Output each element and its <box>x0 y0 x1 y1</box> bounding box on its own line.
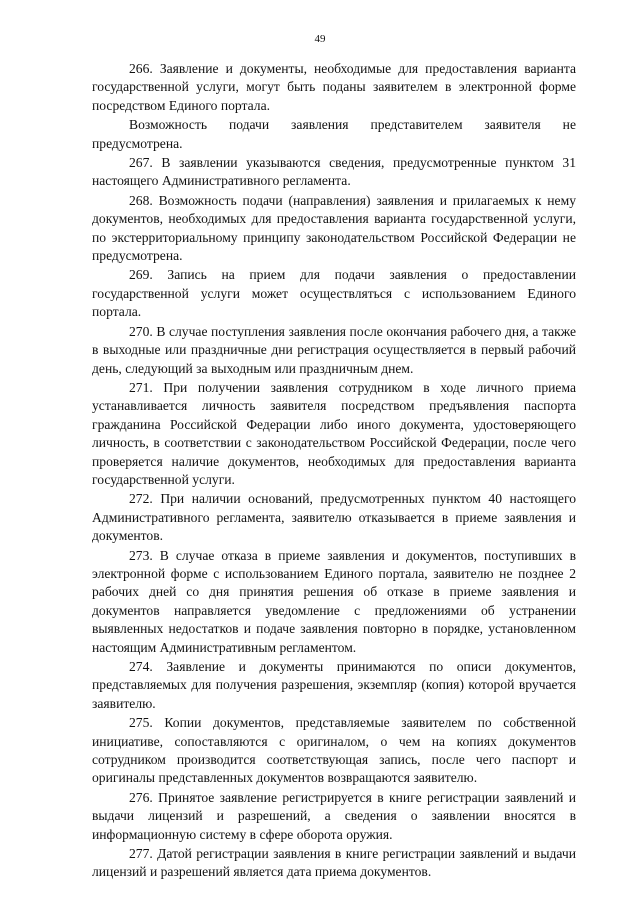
paragraph-272: 272. При наличии оснований, предусмотренных пунктом 40 настоящего Административного регламента, заявителю отказывается в приеме заявления и документов. <box>92 491 576 544</box>
paragraph-267: 267. В заявлении указываются сведения, предусмотренные пунктом 31 настоящего Административного регламента. <box>92 155 576 189</box>
document-body <box>92 60 576 883</box>
page-number: 49 <box>314 33 326 45</box>
paragraph-273: 273. В случае отказа в приеме заявления и документов, поступивших в электронной форме с использованием Единого портала, заявителю не позднее 2 рабочих дней со дня принятия решения об отказе в приеме заявления и документов направляется уведомление с предложениями об устранении выявленных недостатков и подаче заявления повторно в порядке, установленном настоящим Административным регламентом. <box>92 547 576 655</box>
paragraph-266: 266. Заявление и документы, необходимые для предоставления варианта государственной услуги, могут быть поданы заявителем в электронной форме посредством Единого портала. <box>92 61 576 113</box>
paragraph-270: 270. В случае поступления заявления после окончания рабочего дня, а также в выходные или праздничные дни регистрация осуществляется в первый рабочий день, следующий за выходным или праздничным днем. <box>92 323 576 376</box>
paragraph-268: 268. Возможность подачи (направления) заявления и прилагаемых к нему документов, необходимых для предоставления варианта государственной услуги, по экстерриториальному принципу законодательством Российской Федерации не предусмотрена. <box>92 192 576 264</box>
paragraph-277: 277. Датой регистрации заявления в книге регистрации заявлений и выдачи лицензий и разрешений является дата приема документов. <box>92 846 576 880</box>
paragraph-276: 276. Принятое заявление регистрируется в книге регистрации заявлений и выдачи лицензий и разрешений, а сведения о заявлении вносятся в информационную систему в сфере оборота оружия. <box>92 789 576 842</box>
paragraph-271: 271. При получении заявления сотрудником в ходе личного приема устанавливается личность заявителя посредством предъявления паспорта гражданина Российской Федерации либо иного документа, удостоверяющего личность, в соответствии с законодательством Российской Федерации, после чего проверяется наличие документов, необходимых для предоставления варианта государственной услуги. <box>92 379 576 487</box>
paragraph-275: 275. Копии документов, представляемые заявителем по собственной инициативе, сопоставляются с оригиналом, о чем на копиях документов сотрудником производится соответствующая запись, после чего паспорт и оригиналы представленных документов возвращаются заявителю. <box>92 715 576 786</box>
paragraph-269: 269. Запись на прием для подачи заявления о предоставлении государственной услуги может осуществляться с использованием Единого портала. <box>92 267 576 320</box>
paragraph-266-note: Возможность подачи заявления представителем заявителя не предусмотрена. <box>92 117 576 151</box>
paragraph-274: 274. Заявление и документы принимаются по описи документов, представляемых для получения разрешения, экземпляр (копия) которой вручается заявителю. <box>92 659 576 711</box>
